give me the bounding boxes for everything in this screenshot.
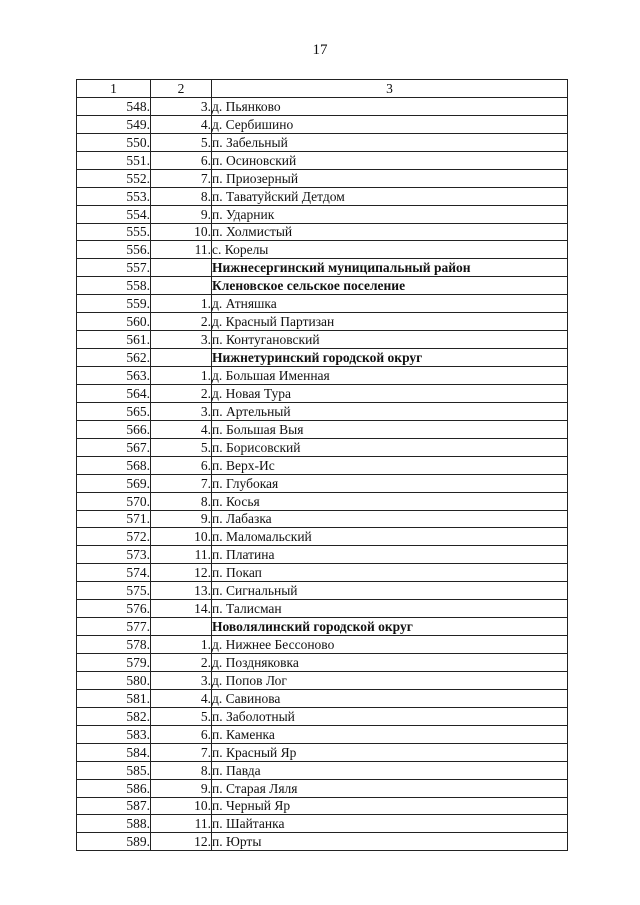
table-row [77, 295, 568, 313]
table-row [77, 133, 568, 151]
table-row [77, 223, 568, 241]
row-number-cell: 558. [77, 277, 151, 295]
settlement-name-cell: п. Косья [212, 492, 568, 510]
settlement-name-cell: п. Покап [212, 564, 568, 582]
table-section-row [77, 259, 568, 277]
table-row [77, 797, 568, 815]
settlement-name-cell: п. Большая Выя [212, 420, 568, 438]
settlement-name-cell: д. Поздняковка [212, 654, 568, 672]
row-number-cell: 562. [77, 349, 151, 367]
table-row [77, 528, 568, 546]
sub-number-cell: 4. [151, 115, 212, 133]
table-section-row [77, 618, 568, 636]
row-number-cell: 565. [77, 402, 151, 420]
table-row [77, 815, 568, 833]
table-row [77, 779, 568, 797]
table-body [77, 97, 568, 850]
table-row [77, 654, 568, 672]
table-row [77, 636, 568, 654]
sub-number-cell: 10. [151, 528, 212, 546]
sub-number-cell [151, 618, 212, 636]
table-row [77, 689, 568, 707]
sub-number-cell: 8. [151, 761, 212, 779]
sub-number-cell: 5. [151, 438, 212, 456]
table-row [77, 115, 568, 133]
table-row [77, 833, 568, 851]
settlements-table [76, 79, 568, 851]
sub-number-cell: 11. [151, 241, 212, 259]
row-number-cell: 567. [77, 438, 151, 456]
row-number-cell: 588. [77, 815, 151, 833]
row-number-cell: 580. [77, 671, 151, 689]
table-section-row [77, 277, 568, 295]
settlement-name-cell: п. Павда [212, 761, 568, 779]
row-number-cell: 569. [77, 474, 151, 492]
row-number-cell: 574. [77, 564, 151, 582]
sub-number-cell: 7. [151, 474, 212, 492]
sub-number-cell: 12. [151, 833, 212, 851]
table-row [77, 420, 568, 438]
sub-number-cell: 8. [151, 187, 212, 205]
sub-number-cell [151, 277, 212, 295]
sub-number-cell: 10. [151, 223, 212, 241]
table-row [77, 456, 568, 474]
table-row [77, 671, 568, 689]
sub-number-cell: 1. [151, 367, 212, 385]
row-number-cell: 561. [77, 331, 151, 349]
row-number-cell: 564. [77, 384, 151, 402]
table-row [77, 313, 568, 331]
sub-number-cell: 11. [151, 815, 212, 833]
row-number-cell: 566. [77, 420, 151, 438]
column-header-2: 2 [151, 80, 212, 98]
sub-number-cell: 7. [151, 743, 212, 761]
table-row [77, 492, 568, 510]
settlement-name-cell: п. Борисовский [212, 438, 568, 456]
sub-number-cell: 8. [151, 492, 212, 510]
sub-number-cell: 1. [151, 295, 212, 313]
row-number-cell: 557. [77, 259, 151, 277]
settlement-name-cell: п. Осиновский [212, 151, 568, 169]
row-number-cell: 548. [77, 97, 151, 115]
settlement-name-cell: с. Корелы [212, 241, 568, 259]
settlement-name-cell: п. Красный Яр [212, 743, 568, 761]
section-title-cell: Нижнетуринский городской округ [212, 349, 568, 367]
table-row [77, 761, 568, 779]
row-number-cell: 550. [77, 133, 151, 151]
row-number-cell: 559. [77, 295, 151, 313]
table-row [77, 205, 568, 223]
table-row [77, 707, 568, 725]
sub-number-cell: 1. [151, 636, 212, 654]
row-number-cell: 587. [77, 797, 151, 815]
row-number-cell: 573. [77, 546, 151, 564]
sub-number-cell: 6. [151, 725, 212, 743]
sub-number-cell: 10. [151, 797, 212, 815]
settlement-name-cell: д. Нижнее Бессоново [212, 636, 568, 654]
row-number-cell: 563. [77, 367, 151, 385]
row-number-cell: 570. [77, 492, 151, 510]
settlement-name-cell: д. Большая Именная [212, 367, 568, 385]
settlement-name-cell: п. Платина [212, 546, 568, 564]
table-row [77, 367, 568, 385]
table-row [77, 241, 568, 259]
table-row [77, 474, 568, 492]
settlement-name-cell: п. Холмистый [212, 223, 568, 241]
sub-number-cell: 9. [151, 510, 212, 528]
sub-number-cell: 3. [151, 671, 212, 689]
row-number-cell: 571. [77, 510, 151, 528]
settlement-name-cell: п. Контугановский [212, 331, 568, 349]
table-row [77, 564, 568, 582]
table-section-row [77, 349, 568, 367]
settlement-name-cell: п. Ударник [212, 205, 568, 223]
sub-number-cell: 7. [151, 169, 212, 187]
section-title-cell: Новолялинский городской округ [212, 618, 568, 636]
settlement-name-cell: п. Глубокая [212, 474, 568, 492]
sub-number-cell: 4. [151, 689, 212, 707]
settlement-name-cell: п. Юрты [212, 833, 568, 851]
settlement-name-cell: д. Савинова [212, 689, 568, 707]
row-number-cell: 552. [77, 169, 151, 187]
settlement-name-cell: п. Маломальский [212, 528, 568, 546]
row-number-cell: 575. [77, 582, 151, 600]
settlement-name-cell: п. Забельный [212, 133, 568, 151]
row-number-cell: 568. [77, 456, 151, 474]
row-number-cell: 556. [77, 241, 151, 259]
table-row [77, 169, 568, 187]
settlement-name-cell: п. Черный Яр [212, 797, 568, 815]
sub-number-cell [151, 259, 212, 277]
table-row [77, 743, 568, 761]
row-number-cell: 553. [77, 187, 151, 205]
settlement-name-cell: п. Шайтанка [212, 815, 568, 833]
settlement-name-cell: д. Попов Лог [212, 671, 568, 689]
settlement-name-cell: п. Заболотный [212, 707, 568, 725]
table-row [77, 187, 568, 205]
row-number-cell: 576. [77, 600, 151, 618]
row-number-cell: 579. [77, 654, 151, 672]
row-number-cell: 583. [77, 725, 151, 743]
table-row [77, 384, 568, 402]
row-number-cell: 577. [77, 618, 151, 636]
table-row [77, 402, 568, 420]
table-row [77, 331, 568, 349]
settlement-name-cell: п. Сигнальный [212, 582, 568, 600]
sub-number-cell: 12. [151, 564, 212, 582]
settlement-name-cell: п. Лабазка [212, 510, 568, 528]
sub-number-cell: 9. [151, 779, 212, 797]
section-title-cell: Кленовское сельское поселение [212, 277, 568, 295]
row-number-cell: 551. [77, 151, 151, 169]
row-number-cell: 585. [77, 761, 151, 779]
table-row [77, 151, 568, 169]
sub-number-cell: 3. [151, 331, 212, 349]
sub-number-cell: 13. [151, 582, 212, 600]
table-row [77, 600, 568, 618]
row-number-cell: 582. [77, 707, 151, 725]
settlement-name-cell: п. Приозерный [212, 169, 568, 187]
row-number-cell: 549. [77, 115, 151, 133]
settlement-name-cell: п. Верх-Ис [212, 456, 568, 474]
settlement-name-cell: п. Старая Ляля [212, 779, 568, 797]
sub-number-cell: 3. [151, 97, 212, 115]
settlement-name-cell: д. Сербишино [212, 115, 568, 133]
settlement-name-cell: д. Новая Тура [212, 384, 568, 402]
sub-number-cell [151, 349, 212, 367]
table-row [77, 582, 568, 600]
row-number-cell: 578. [77, 636, 151, 654]
sub-number-cell: 5. [151, 707, 212, 725]
table-row [77, 725, 568, 743]
sub-number-cell: 2. [151, 313, 212, 331]
settlement-name-cell: д. Атняшка [212, 295, 568, 313]
settlement-name-cell: п. Каменка [212, 725, 568, 743]
sub-number-cell: 9. [151, 205, 212, 223]
table-row [77, 546, 568, 564]
sub-number-cell: 6. [151, 456, 212, 474]
sub-number-cell: 3. [151, 402, 212, 420]
section-title-cell: Нижнесергинский муниципальный район [212, 259, 568, 277]
column-header-1: 1 [77, 80, 151, 98]
column-header-3: 3 [212, 80, 568, 98]
sub-number-cell: 5. [151, 133, 212, 151]
sub-number-cell: 6. [151, 151, 212, 169]
row-number-cell: 555. [77, 223, 151, 241]
row-number-cell: 581. [77, 689, 151, 707]
table-header-row [77, 80, 568, 98]
settlement-name-cell: д. Пьянково [212, 97, 568, 115]
settlement-name-cell: д. Красный Партизан [212, 313, 568, 331]
sub-number-cell: 2. [151, 654, 212, 672]
table-row [77, 97, 568, 115]
settlement-name-cell: п. Таватуйский Детдом [212, 187, 568, 205]
table-row [77, 510, 568, 528]
settlement-name-cell: п. Артельный [212, 402, 568, 420]
page-number: 17 [312, 42, 328, 58]
row-number-cell: 586. [77, 779, 151, 797]
sub-number-cell: 14. [151, 600, 212, 618]
table-row [77, 438, 568, 456]
row-number-cell: 560. [77, 313, 151, 331]
row-number-cell: 554. [77, 205, 151, 223]
row-number-cell: 572. [77, 528, 151, 546]
sub-number-cell: 4. [151, 420, 212, 438]
row-number-cell: 589. [77, 833, 151, 851]
sub-number-cell: 11. [151, 546, 212, 564]
row-number-cell: 584. [77, 743, 151, 761]
settlement-name-cell: п. Талисман [212, 600, 568, 618]
sub-number-cell: 2. [151, 384, 212, 402]
